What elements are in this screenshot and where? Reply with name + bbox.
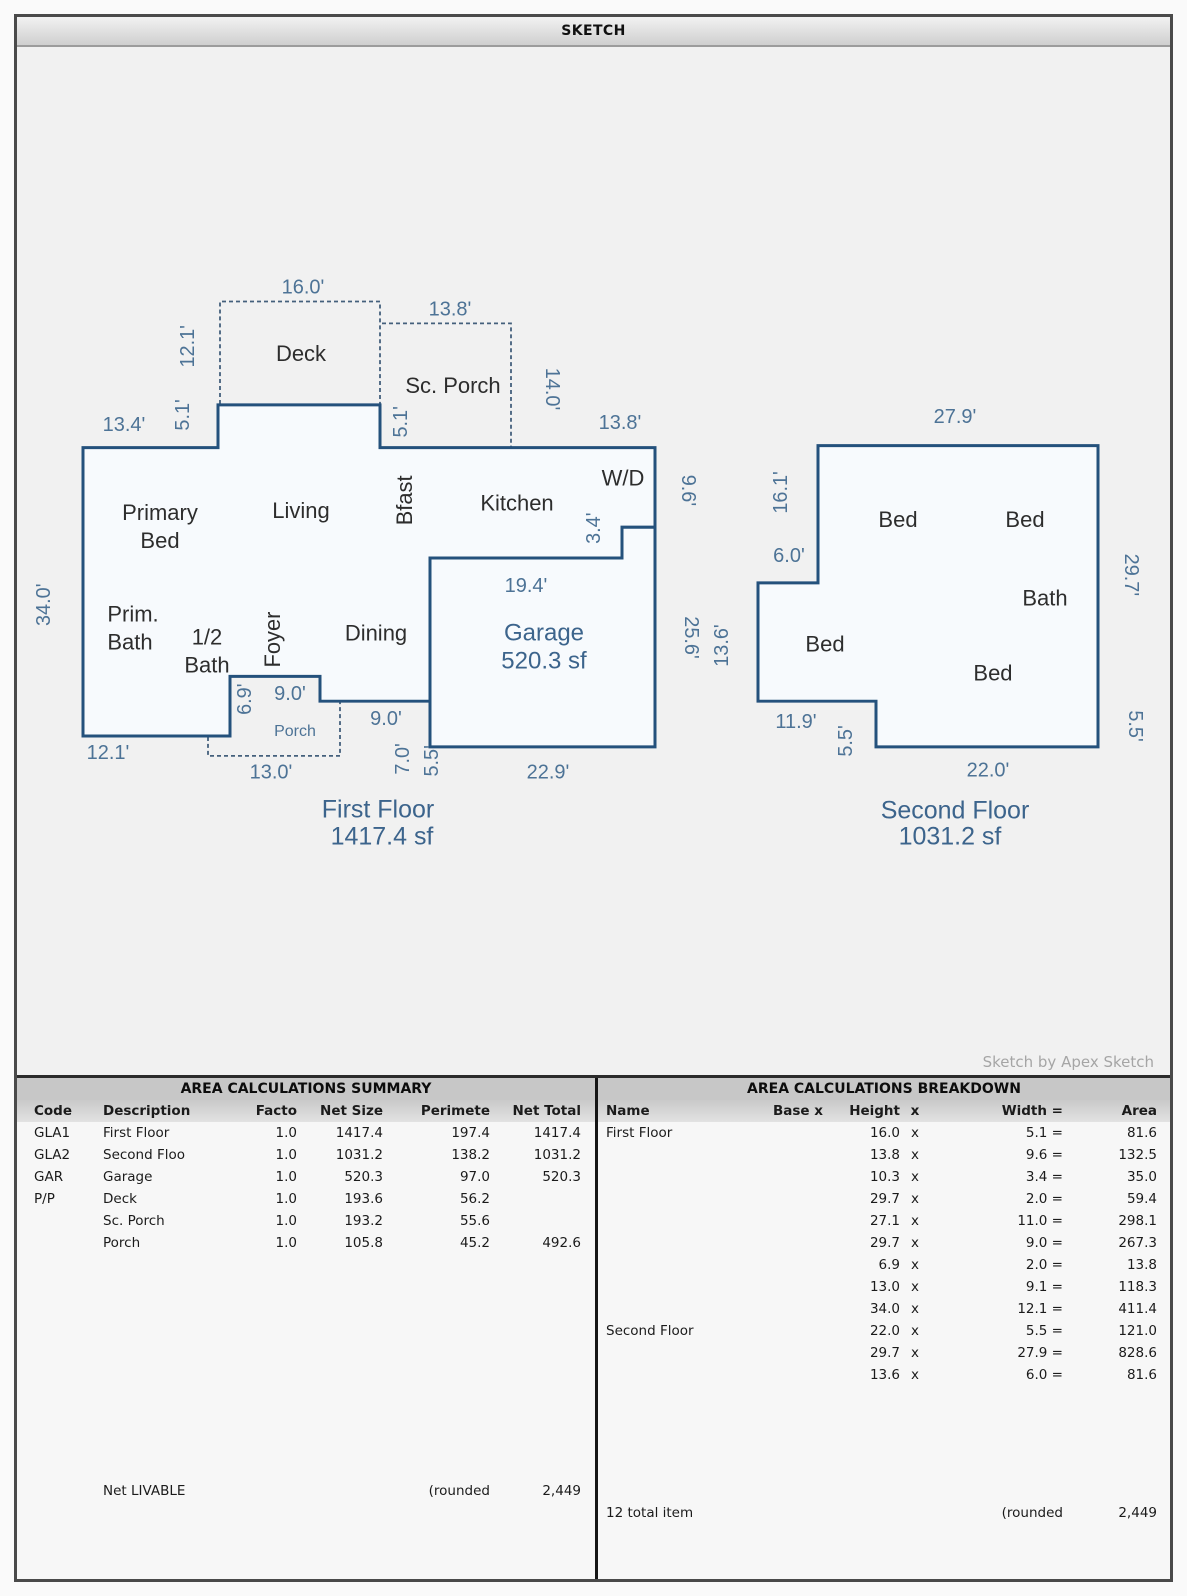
col-perimeter: Perimete [420,1103,490,1119]
dimension-label: 13.0' [249,761,293,784]
breakdown-row: 6.9 x 2.0 = 13.8 [878,1257,1157,1273]
breakdown-row: 27.1 x 11.0 = 298.1 [869,1213,1157,1229]
summary-row: GLA2 Second Floo 1.0 1031.2 138.2 1031.2 [34,1147,581,1163]
sketch-canvas [17,47,1170,1075]
dimension-label: 13.8' [598,411,642,434]
room-label: Kitchen [480,490,554,516]
breakdown-row: First Floor 16.0 x 5.1 = 81.6 [606,1125,1157,1141]
summary-table-header [17,1100,595,1122]
col-factor: Facto [255,1103,297,1119]
floor-caption: Garage [503,619,585,647]
floor-caption: 1417.4 sf [330,822,434,851]
floorplan-svg [17,47,1170,1075]
breakdown-row: 13.6 x 6.0 = 81.6 [869,1367,1157,1383]
breakdown-rounded-label: (rounded [1001,1505,1063,1521]
summary-rounded-total: 2,449 [542,1483,581,1499]
col-name: Name [606,1103,650,1119]
floor-caption: Second Floor [880,796,1030,825]
breakdown-table-header [598,1100,1170,1122]
dimension-label: 3.4' [582,512,606,544]
room-label: Primary [122,500,198,526]
room-label: Bed [878,507,918,533]
floor-caption: 1031.2 sf [898,822,1002,851]
dimension-label: 9.0' [274,683,306,706]
breakdown-footer [598,1502,1170,1524]
room-label: W/D [601,465,645,491]
dimension-label: 9.6' [676,474,700,507]
dimension-label: 5.5' [834,725,858,757]
room-label: Foyer [259,611,286,668]
dimension-label: 22.9' [526,761,570,784]
dimension-label: 22.0' [966,759,1010,782]
page-title: SKETCH [561,23,626,39]
breakdown-row: 13.8 x 9.6 = 132.5 [869,1147,1157,1163]
summary-row: GAR Garage 1.0 520.3 97.0 520.3 [34,1169,581,1185]
summary-row: Sc. Porch 1.0 193.2 55.6 [103,1213,490,1229]
room-label: Dining [344,620,408,646]
summary-row: Porch 1.0 105.8 45.2 492.6 [103,1235,581,1251]
dimension-label: 5.1' [389,406,413,438]
summary-table-title: AREA CALCULATIONS SUMMARY [17,1078,595,1100]
room-label: Bath [184,652,230,678]
area-summary-table [17,1078,598,1579]
dimension-label: 5.5' [1123,710,1147,742]
summary-row: P/P Deck 1.0 193.6 56.2 [34,1191,490,1207]
col-description: Description [103,1103,191,1119]
breakdown-row: 13.0 x 9.1 = 118.3 [869,1279,1157,1295]
dimension-label: 14.0' [540,367,564,411]
dimension-label: 5.1' [171,399,195,431]
breakdown-table-title: AREA CALCULATIONS BREAKDOWN [598,1078,1170,1100]
col-base: Base x [773,1103,823,1119]
dimension-label: Porch [274,723,316,740]
room-label: Deck [275,341,327,367]
dimension-label: 29.7' [1119,553,1143,597]
room-label: Bed [1005,507,1045,533]
room-label: Bed [805,631,845,657]
summary-rows [17,1122,595,1254]
net-livable-label: Net LIVABLE [103,1483,186,1499]
dimension-label: 13.8' [428,298,472,321]
sketch-credit: Sketch by Apex Sketch [982,1053,1154,1071]
dimension-label: 7.0' [391,743,415,775]
room-label: 1/2 [191,624,223,650]
breakdown-rounded-total: 2,449 [1118,1505,1157,1521]
area-calculations-section [17,1075,1170,1579]
breakdown-row: 29.7 x 9.0 = 267.3 [869,1235,1157,1251]
dimension-label: 13.4' [102,413,146,436]
sketch-title-bar [17,17,1170,47]
col-code: Code [34,1103,73,1119]
page-frame [14,14,1173,1582]
breakdown-row: 34.0 x 12.1 = 411.4 [869,1301,1157,1317]
dimension-label: 34.0' [32,583,56,626]
summary-row: GLA1 First Floor 1.0 1417.4 197.4 1417.4 [34,1125,581,1141]
dimension-label: 5.5' [420,745,444,777]
room-label: Sc. Porch [405,373,501,398]
dimension-label: 6.9' [233,683,257,715]
room-label: Prim. [107,601,159,627]
breakdown-row: 10.3 x 3.4 = 35.0 [869,1169,1157,1185]
summary-rounded-label: (rounded [428,1483,490,1499]
dimension-label: 12.1' [176,325,200,368]
breakdown-row: 29.7 x 2.0 = 59.4 [869,1191,1157,1207]
breakdown-row: 29.7 x 27.9 = 828.6 [869,1345,1157,1361]
dimension-label: 16.0' [281,276,325,299]
col-height: Height [849,1103,900,1119]
floor-caption: First Floor [321,795,435,824]
breakdown-rows [598,1122,1170,1386]
dimension-label: 13.6' [710,624,734,667]
dimension-label: 9.0' [370,708,402,731]
area-breakdown-table [598,1078,1170,1579]
dimension-label: 11.9' [775,711,817,734]
room-label: Bath [1022,585,1068,611]
floor-caption: 520.3 sf [501,647,587,675]
col-width: Width = [1001,1103,1063,1119]
col-net-total: Net Total [512,1103,581,1119]
dimension-label: 16.1' [769,471,793,514]
room-label: Living [272,498,330,524]
room-label: Bed [140,528,180,554]
room-label: Bed [973,660,1013,686]
summary-footer [17,1480,595,1502]
breakdown-row: Second Floor 22.0 x 5.5 = 121.0 [606,1323,1157,1339]
room-label: Bfast [391,475,418,526]
dimension-label: 12.1' [86,741,130,764]
dimension-label: 6.0' [773,545,805,567]
col-area: Area [1121,1103,1157,1119]
dimension-label: 19.4' [504,574,548,597]
dimension-label: 25.6' [679,616,703,659]
col-net-size: Net Size [320,1103,383,1119]
dimension-label: 27.9' [933,405,977,428]
room-label: Bath [107,629,153,655]
col-x: x [910,1103,920,1119]
total-items-label: 12 total item [606,1505,694,1521]
